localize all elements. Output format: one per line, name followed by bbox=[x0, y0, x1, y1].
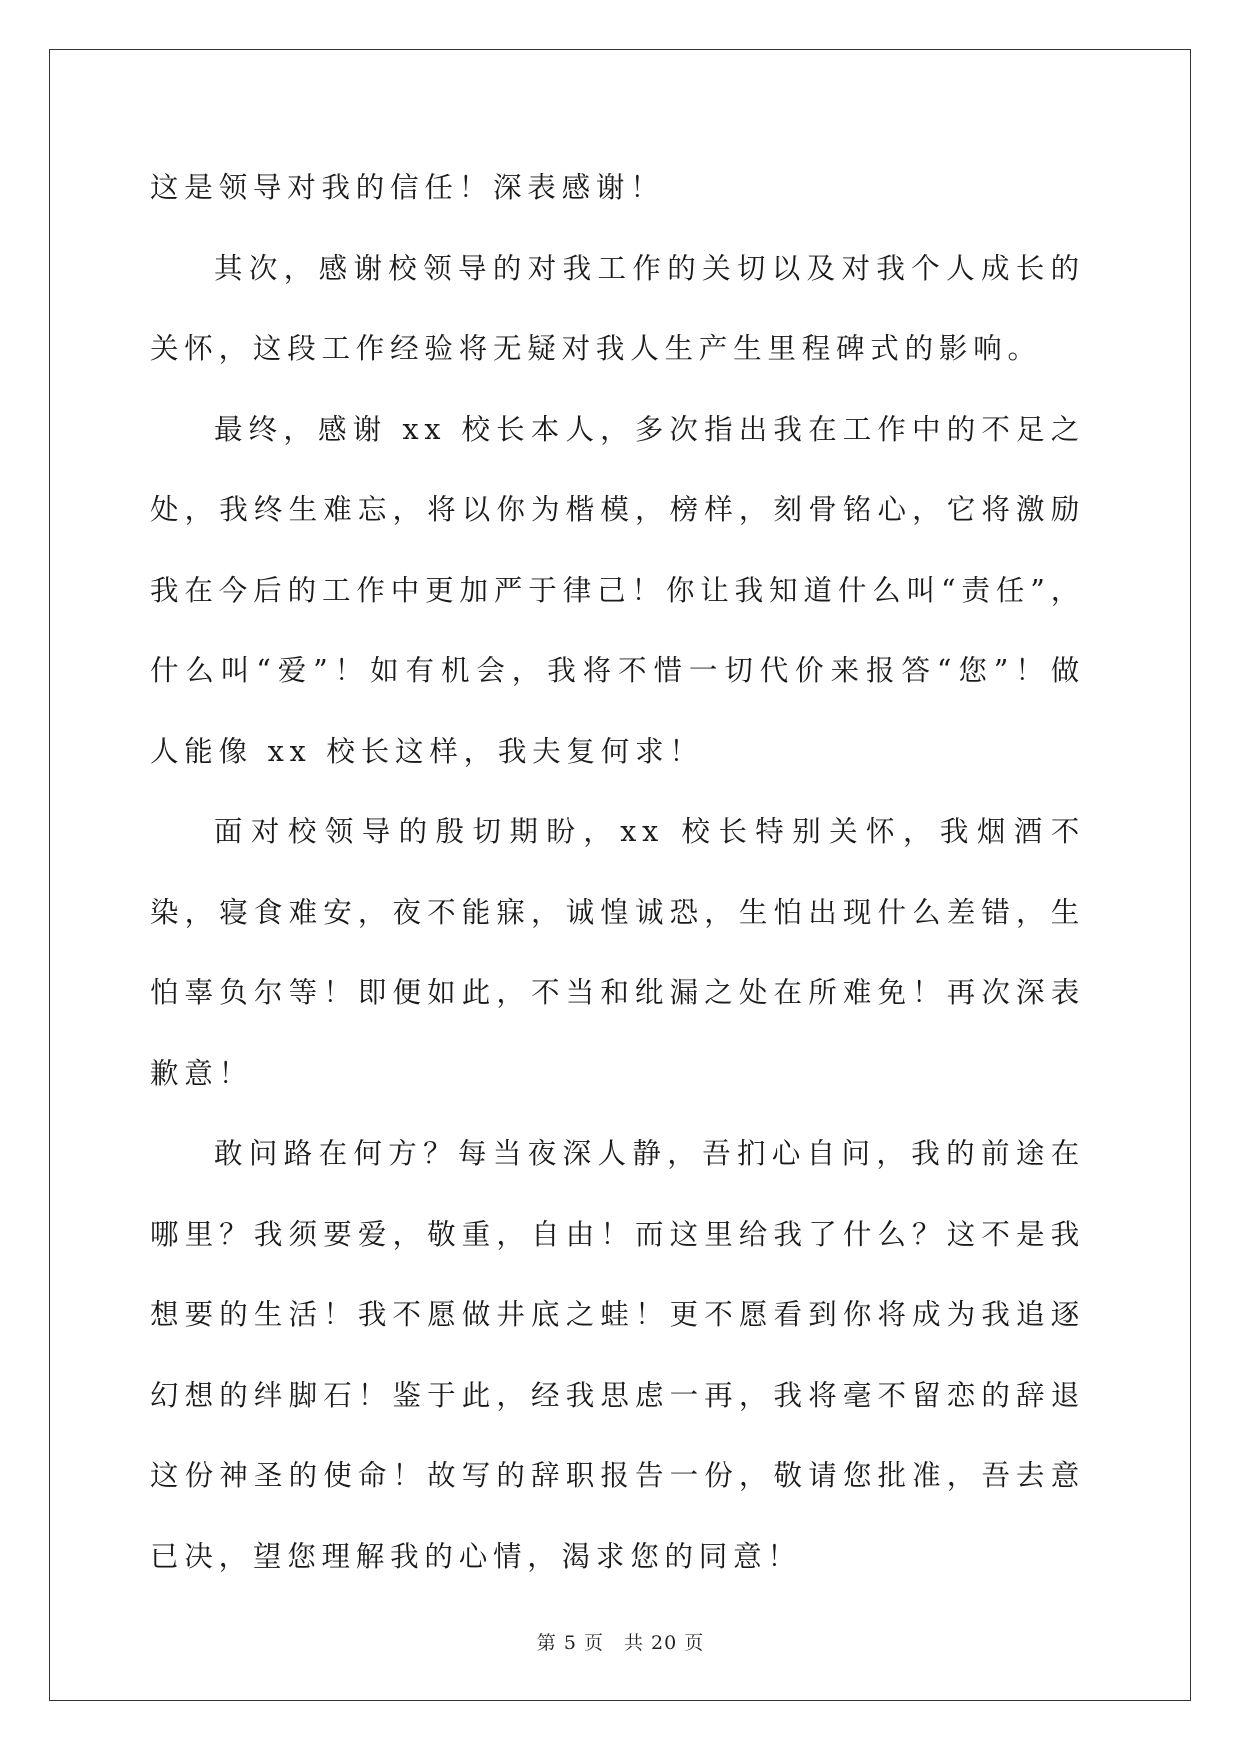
document-body bbox=[150, 148, 1085, 1597]
paragraph-2: 其次，感谢校领导的对我工作的关切以及对我个人成长的关怀，这段工作经验将无疑对我人生产生里程碑式的影响。 bbox=[150, 251, 1085, 365]
paragraph-5: 敢问路在何方？每当夜深人静，吾扪心自问，我的前途在哪里？我须要爱，敬重，自由！而这里给我了什么？这不是我想要的生活！我不愿做井底之蛙！更不愿看到你将成为我追逐幻想的绊脚石！鉴于此，经我思虑一再，我将毫不留恋的辞退这份神圣的使命！故写的辞职报告一份，敬请您批准，吾去意已决，望您理解我的心情，渴求您的同意！ bbox=[150, 1137, 1085, 1573]
paragraph-3: 最终，感谢 xx 校长本人，多次指出我在工作中的不足之处，我终生难忘，将以你为楷模，榜样，刻骨铭心，它将激励我在今后的工作中更加严于律己！你让我知道什么叫“责任”，什么叫“爱”！如有机会，我将不惜一切代价来报答“您”！做人能像 xx 校长这样，我夫复何求！ bbox=[150, 412, 1085, 768]
paragraph-4: 面对校领导的殷切期盼，xx 校长特别关怀，我烟酒不染，寝食难安，夜不能寐，诚惶诚恐，生怕出现什么差错，生怕辜负尔等！即便如此，不当和纰漏之处在所难免！再次深表歉意！ bbox=[150, 815, 1085, 1090]
page-number-footer: 第 5 页 共 20 页 bbox=[536, 1632, 705, 1654]
paragraph-1: 这是领导对我的信任！深表感谢！ bbox=[150, 171, 665, 204]
